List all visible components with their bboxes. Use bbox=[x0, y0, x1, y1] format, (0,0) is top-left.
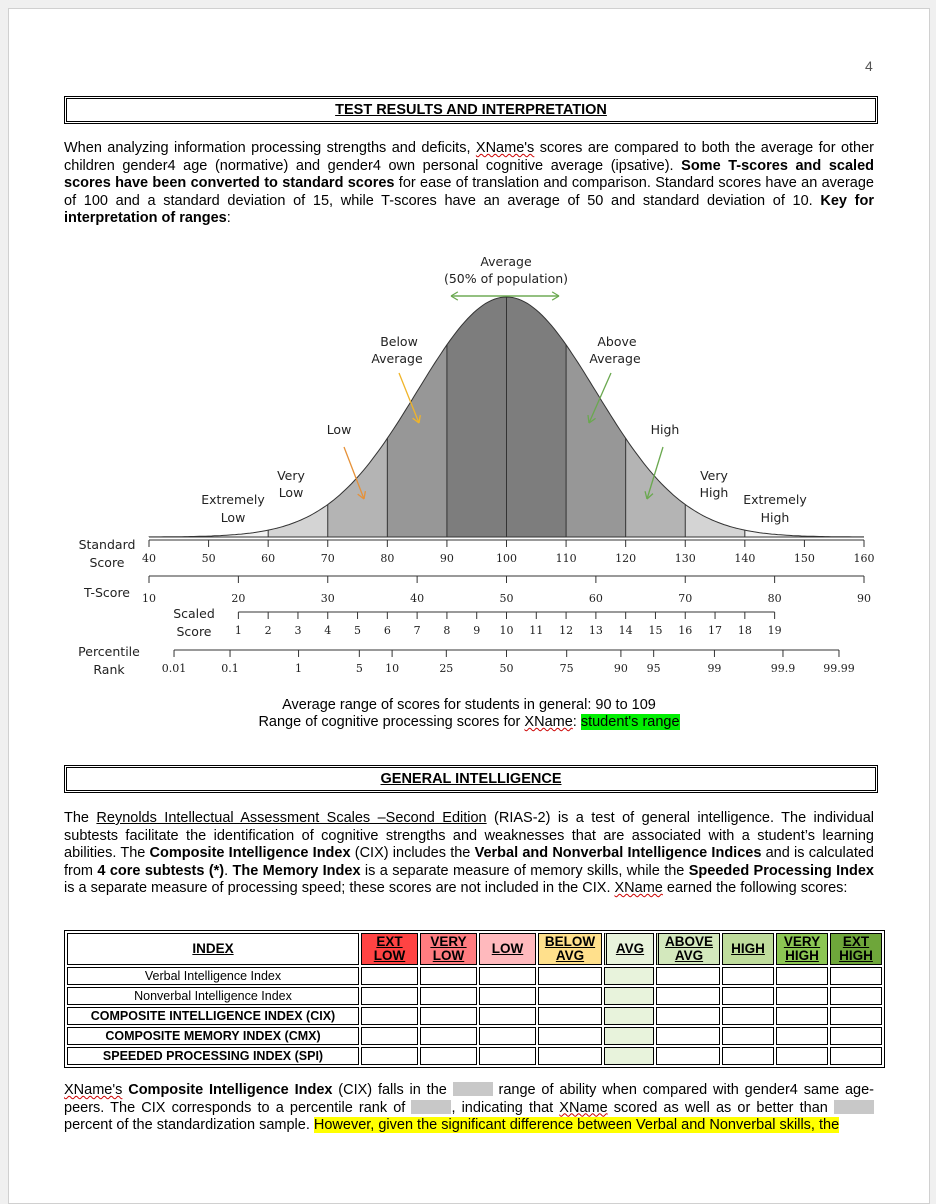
label-average: Average bbox=[480, 254, 532, 269]
section-heading-test-results: TEST RESULTS AND INTERPRETATION bbox=[64, 96, 878, 124]
document-page bbox=[8, 8, 930, 1204]
column-header: HIGH bbox=[722, 933, 774, 965]
scaled-axis-label: Score bbox=[176, 624, 212, 639]
label-above-average: Above bbox=[597, 334, 637, 349]
index-name: COMPOSITE INTELLIGENCE INDEX (CIX) bbox=[67, 1007, 359, 1025]
tscore-tick-label: 40 bbox=[410, 592, 425, 605]
percentile-tick-label: 99.9 bbox=[770, 662, 796, 675]
scaled-tick-label: 6 bbox=[383, 624, 391, 637]
percent-blank[interactable] bbox=[834, 1100, 874, 1114]
score-cell[interactable] bbox=[361, 987, 418, 1005]
score-cell[interactable] bbox=[830, 1047, 882, 1065]
table-row bbox=[67, 987, 882, 1005]
curve-band bbox=[328, 438, 388, 537]
intro-paragraph: When analyzing information processing strengths and deficits, XName's scores are compared to both the average for other children gender4 age (normative) and gender4 own personal cognitive average (ipsative). Some T-scores and scaled scores have been converted to standard scores for ease of translation and comparison. Standard scores have an average of 100 and a standard deviation of 15, while T-scores have an average of 50 and standard deviation of 10. Key for interpretation of ranges: bbox=[64, 140, 875, 226]
index-name: Nonverbal Intelligence Index bbox=[67, 987, 359, 1005]
scaled-tick-label: 3 bbox=[294, 624, 302, 637]
score-cell[interactable] bbox=[420, 987, 477, 1005]
curve-band bbox=[566, 345, 626, 537]
score-cell[interactable] bbox=[722, 1027, 774, 1045]
score-cell[interactable] bbox=[722, 967, 774, 985]
column-header: EXT LOW bbox=[361, 933, 418, 965]
score-cell[interactable] bbox=[479, 967, 536, 985]
tscore-tick-label: 30 bbox=[320, 592, 335, 605]
scaled-tick-label: 19 bbox=[767, 624, 782, 637]
score-cell[interactable] bbox=[538, 1047, 602, 1065]
percentile-axis-label: Rank bbox=[93, 662, 125, 677]
scaled-tick-label: 13 bbox=[588, 624, 603, 637]
score-cell[interactable] bbox=[830, 1007, 882, 1025]
standard-tick-label: 130 bbox=[674, 552, 696, 565]
score-cell[interactable] bbox=[361, 1027, 418, 1045]
label-below-average: Below bbox=[380, 334, 418, 349]
standard-tick-label: 150 bbox=[793, 552, 815, 565]
column-header: ABOVE AVG bbox=[656, 933, 720, 965]
range-blank[interactable] bbox=[453, 1082, 493, 1096]
scaled-tick-label: 4 bbox=[324, 624, 332, 637]
score-cell[interactable] bbox=[479, 1027, 536, 1045]
label-very-high: High bbox=[699, 485, 729, 500]
tscore-tick-label: 10 bbox=[142, 592, 156, 605]
standard-tick-label: 90 bbox=[439, 552, 454, 565]
scaled-tick-label: 2 bbox=[264, 624, 272, 637]
standard-tick-label: 140 bbox=[734, 552, 756, 565]
percentile-tick-label: 99 bbox=[707, 662, 722, 675]
percentile-blank[interactable] bbox=[411, 1100, 451, 1114]
index-header: INDEX bbox=[67, 933, 359, 965]
standard-tick-label: 40 bbox=[142, 552, 156, 565]
percentile-tick-label: 90 bbox=[613, 662, 628, 675]
standard-tick-label: 70 bbox=[320, 552, 335, 565]
score-cell[interactable] bbox=[604, 1007, 654, 1025]
label-very-low: Very bbox=[277, 468, 305, 483]
scaled-tick-label: 14 bbox=[618, 624, 633, 637]
scaled-tick-label: 17 bbox=[708, 624, 723, 637]
standard-axis-label: Score bbox=[89, 555, 125, 570]
column-header: VERY LOW bbox=[420, 933, 477, 965]
score-cell[interactable] bbox=[656, 1027, 720, 1045]
tscore-tick-label: 80 bbox=[767, 592, 782, 605]
score-cell[interactable] bbox=[656, 987, 720, 1005]
label-extremely-high: Extremely bbox=[743, 492, 807, 507]
percentile-tick-label: 1 bbox=[295, 662, 303, 675]
score-cell[interactable] bbox=[361, 1007, 418, 1025]
bell-curve-chart bbox=[9, 239, 929, 679]
index-name: Verbal Intelligence Index bbox=[67, 967, 359, 985]
standard-tick-label: 80 bbox=[380, 552, 395, 565]
percentile-tick-label: 10 bbox=[385, 662, 400, 675]
label-extremely-low: Extremely bbox=[201, 492, 265, 507]
standard-tick-label: 100 bbox=[496, 552, 517, 565]
score-cell[interactable] bbox=[776, 1007, 828, 1025]
standard-tick-label: 60 bbox=[261, 552, 276, 565]
label-average-sub: (50% of population) bbox=[443, 271, 569, 286]
tscore-tick-label: 70 bbox=[678, 592, 693, 605]
score-cell[interactable] bbox=[776, 1047, 828, 1065]
label-low: Low bbox=[326, 422, 352, 437]
column-header: AVG bbox=[604, 933, 654, 965]
percentile-axis-label: Percentile bbox=[78, 644, 140, 659]
scaled-tick-label: 10 bbox=[499, 624, 514, 637]
label-above-average: Average bbox=[589, 351, 641, 366]
scaled-tick-label: 15 bbox=[648, 624, 663, 637]
scaled-tick-label: 7 bbox=[413, 624, 421, 637]
score-cell[interactable] bbox=[776, 987, 828, 1005]
percentile-tick-label: 0.1 bbox=[221, 662, 239, 675]
score-cell[interactable] bbox=[656, 967, 720, 985]
score-cell[interactable] bbox=[420, 1047, 477, 1065]
standard-tick-label: 120 bbox=[615, 552, 637, 565]
score-cell[interactable] bbox=[656, 1007, 720, 1025]
score-cell[interactable] bbox=[830, 987, 882, 1005]
tscore-axis-label: T-Score bbox=[83, 585, 131, 600]
tscore-tick-label: 20 bbox=[231, 592, 246, 605]
scaled-tick-label: 12 bbox=[559, 624, 574, 637]
score-cell[interactable] bbox=[830, 1027, 882, 1045]
table-row bbox=[67, 1027, 882, 1045]
tscore-tick-label: 50 bbox=[499, 592, 514, 605]
tscore-tick-label: 90 bbox=[857, 592, 871, 605]
score-cell[interactable] bbox=[479, 1007, 536, 1025]
score-cell[interactable] bbox=[604, 967, 654, 985]
page-number: 4 bbox=[865, 58, 873, 74]
cix-paragraph: XName's Composite Intelligence Index (CIX) falls in the range of ability when compared with gender4 same age-peers. The CIX corresponds to a percentile rank of , indicating that XName scored as well as or better than percent of the standardization sample. However, given the significant difference between Verbal and Nonverbal skills, the bbox=[64, 1082, 875, 1133]
standard-tick-label: 50 bbox=[201, 552, 216, 565]
percentile-tick-label: 5 bbox=[355, 662, 363, 675]
column-header: BELOW AVG bbox=[538, 933, 602, 965]
score-cell[interactable] bbox=[420, 967, 477, 985]
label-very-high: Very bbox=[700, 468, 728, 483]
index-name: SPEEDED PROCESSING INDEX (SPI) bbox=[67, 1047, 359, 1065]
student-range-text: Range of cognitive processing scores for XName: student's range bbox=[258, 714, 680, 730]
scaled-tick-label: 18 bbox=[737, 624, 752, 637]
label-extremely-high: High bbox=[760, 510, 790, 525]
score-cell[interactable] bbox=[722, 1047, 774, 1065]
scaled-tick-label: 8 bbox=[443, 624, 451, 637]
average-range-text: Average range of scores for students in general: 90 to 109 bbox=[282, 697, 656, 713]
score-cell[interactable] bbox=[361, 967, 418, 985]
score-cell[interactable] bbox=[538, 1007, 602, 1025]
column-header: EXT HIGH bbox=[830, 933, 882, 965]
highlighted-text: However, given the significant difference between Verbal and Nonverbal skills, the bbox=[313, 1117, 840, 1133]
percentile-tick-label: 99.99 bbox=[823, 662, 855, 675]
scaled-tick-label: 5 bbox=[354, 624, 362, 637]
scaled-axis-label: Scaled bbox=[173, 606, 215, 621]
scaled-tick-label: 16 bbox=[678, 624, 693, 637]
percentile-tick-label: 25 bbox=[439, 662, 454, 675]
score-cell[interactable] bbox=[776, 967, 828, 985]
score-cell[interactable] bbox=[656, 1047, 720, 1065]
curve-band bbox=[626, 438, 686, 537]
standard-axis-label: Standard bbox=[78, 537, 136, 552]
table-row bbox=[67, 967, 882, 985]
score-cell[interactable] bbox=[722, 1007, 774, 1025]
percentile-tick-label: 50 bbox=[499, 662, 514, 675]
scaled-tick-label: 9 bbox=[473, 624, 481, 637]
percentile-tick-label: 0.01 bbox=[161, 662, 187, 675]
column-header: LOW bbox=[479, 933, 536, 965]
score-cell[interactable] bbox=[420, 1007, 477, 1025]
column-header: VERY HIGH bbox=[776, 933, 828, 965]
standard-tick-label: 110 bbox=[555, 552, 577, 565]
percentile-tick-label: 95 bbox=[646, 662, 661, 675]
table-row bbox=[67, 1047, 882, 1065]
label-high: High bbox=[650, 422, 680, 437]
score-cell[interactable] bbox=[604, 1027, 654, 1045]
tscore-tick-label: 60 bbox=[588, 592, 603, 605]
rias-paragraph: The Reynolds Intellectual Assessment Scales –Second Edition (RIAS-2) is a test of general intelligence. The individual subtests facilitate the identification of cognitive strengths and weaknesses that are associated with a student’s learning abilities. The Composite Intelligence Index (CIX) includes the Verbal and Nonverbal Intelligence Indices and is calculated from 4 core subtests (*). The Memory Index is a separate measure of memory skills, while the Speeded Processing Index is a separate measure of processing speed; these scores are not included in the CIX. XName earned the following scores: bbox=[64, 810, 875, 896]
score-cell[interactable] bbox=[604, 987, 654, 1005]
scaled-tick-label: 11 bbox=[529, 624, 544, 637]
label-very-low: Low bbox=[278, 485, 304, 500]
score-cell[interactable] bbox=[604, 1047, 654, 1065]
score-cell[interactable] bbox=[538, 967, 602, 985]
table-row bbox=[67, 1007, 882, 1025]
student-range-highlight: student's range bbox=[580, 714, 680, 730]
score-cell[interactable] bbox=[538, 987, 602, 1005]
score-cell[interactable] bbox=[538, 1027, 602, 1045]
standard-tick-label: 160 bbox=[853, 552, 875, 565]
score-cell[interactable] bbox=[420, 1027, 477, 1045]
score-cell[interactable] bbox=[479, 1047, 536, 1065]
score-cell[interactable] bbox=[830, 967, 882, 985]
label-extremely-low: Low bbox=[220, 510, 246, 525]
score-table bbox=[64, 930, 885, 1068]
score-cell[interactable] bbox=[722, 987, 774, 1005]
index-name: COMPOSITE MEMORY INDEX (CMX) bbox=[67, 1027, 359, 1045]
curve-band bbox=[387, 345, 447, 537]
percentile-tick-label: 75 bbox=[559, 662, 574, 675]
section-heading-general-intelligence: GENERAL INTELLIGENCE bbox=[64, 765, 878, 793]
label-below-average: Average bbox=[371, 351, 423, 366]
score-cell[interactable] bbox=[479, 987, 536, 1005]
score-cell[interactable] bbox=[361, 1047, 418, 1065]
scaled-tick-label: 1 bbox=[234, 624, 242, 637]
score-cell[interactable] bbox=[776, 1027, 828, 1045]
